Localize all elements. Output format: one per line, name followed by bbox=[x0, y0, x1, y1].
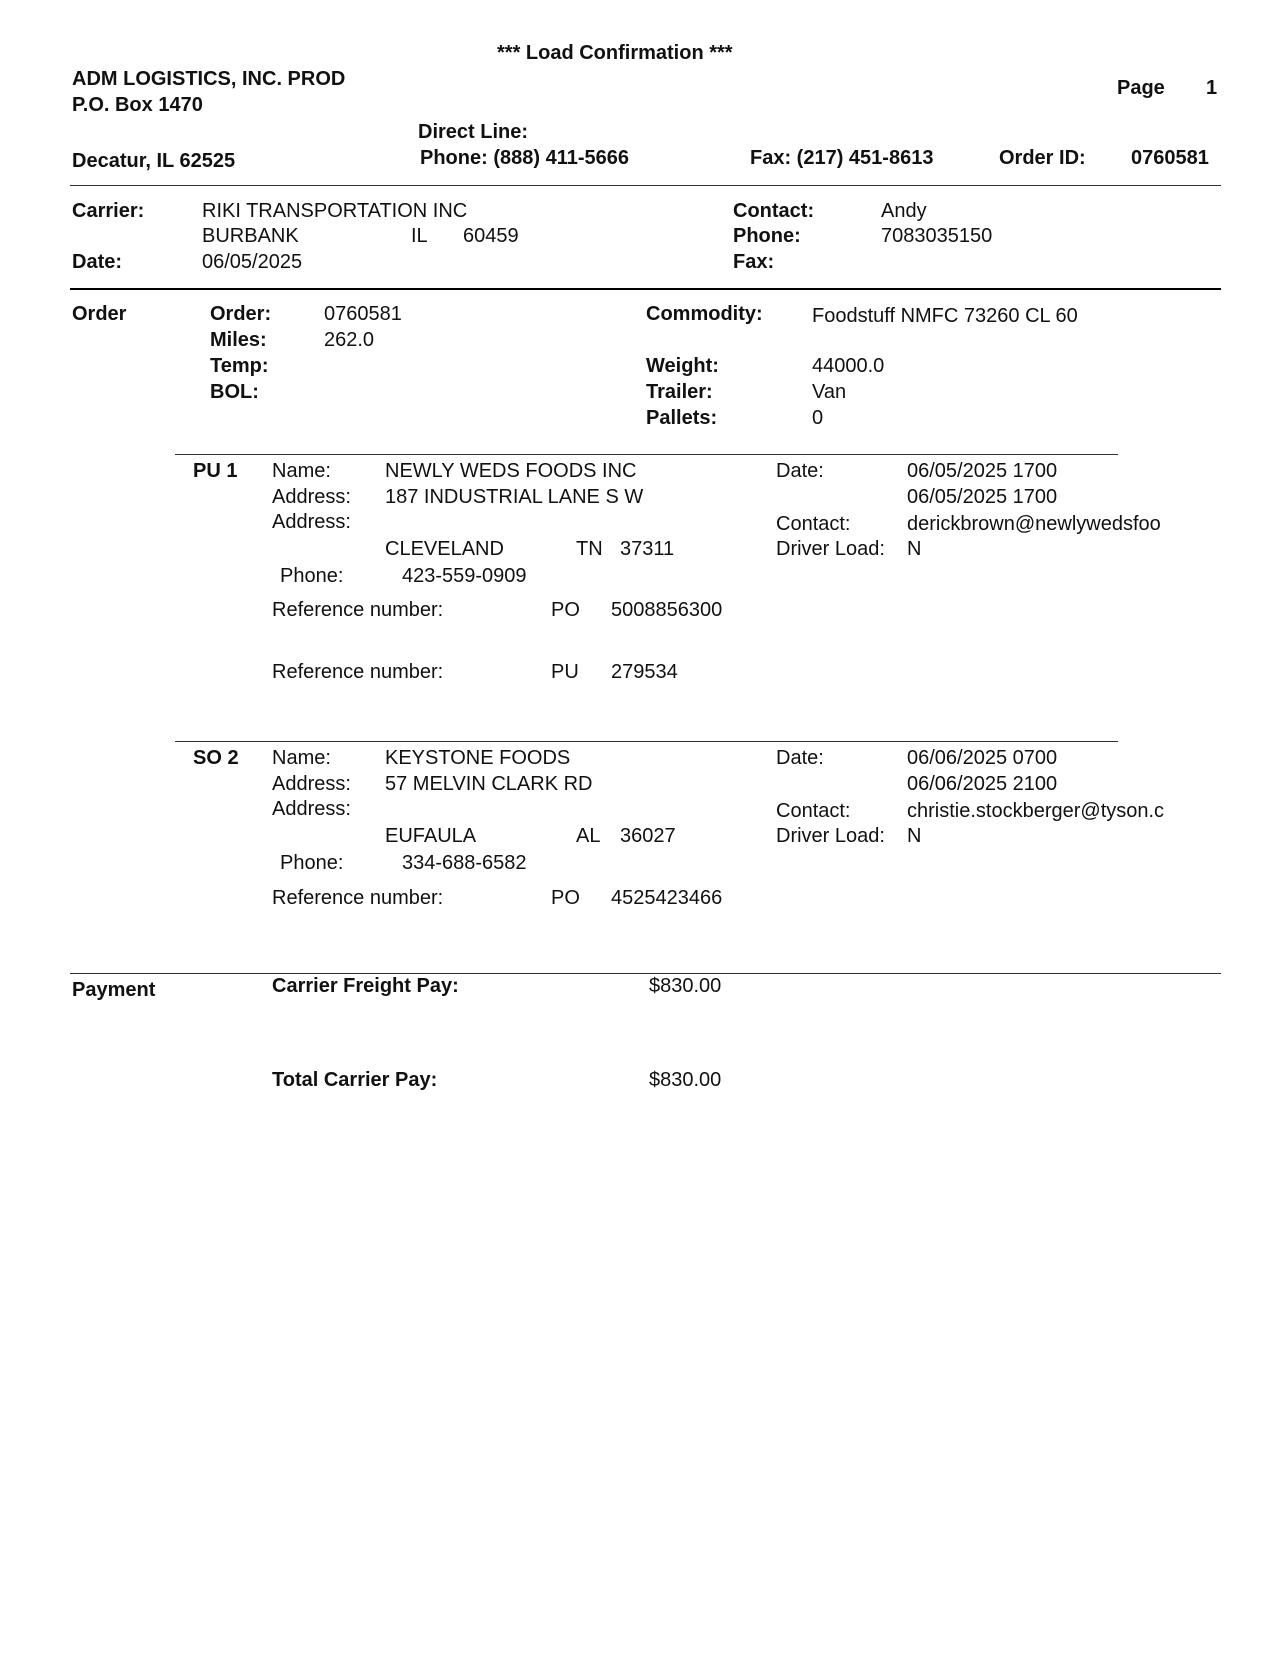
carrier-divider bbox=[70, 288, 1221, 290]
weight-label: Weight: bbox=[646, 355, 719, 377]
stop-date-label: Date: bbox=[776, 460, 824, 482]
order-label: Order: bbox=[210, 303, 272, 325]
stop-contact-label: Contact: bbox=[776, 513, 851, 535]
order-id-label: Order ID: bbox=[999, 147, 1086, 169]
stop-address2-label: Address: bbox=[272, 798, 351, 820]
carrier-fax-label: Fax: bbox=[733, 251, 775, 273]
temp-label: Temp: bbox=[210, 355, 269, 377]
stop-name-label: Name: bbox=[272, 460, 331, 482]
payment-divider bbox=[70, 973, 1221, 974]
freight-pay-value: $830.00 bbox=[649, 975, 722, 997]
carrier-phone: 7083035150 bbox=[881, 225, 993, 247]
reference-type: PO bbox=[551, 887, 580, 909]
carrier-contact-label: Contact: bbox=[733, 200, 815, 222]
stop-phone: 423-559-0909 bbox=[402, 565, 527, 587]
pallets-value: 0 bbox=[812, 407, 824, 429]
stop-driver-load: N bbox=[907, 825, 922, 847]
freight-pay-label: Carrier Freight Pay: bbox=[272, 975, 459, 997]
miles-value: 262.0 bbox=[324, 329, 375, 351]
bol-label: BOL: bbox=[210, 381, 259, 403]
document-title: *** Load Confirmation *** bbox=[497, 42, 733, 64]
direct-line-label: Direct Line: bbox=[418, 121, 529, 143]
reference-label: Reference number: bbox=[272, 599, 444, 621]
reference-value: 4525423466 bbox=[611, 887, 723, 909]
carrier-city: BURBANK bbox=[202, 225, 299, 247]
stop-date-to: 06/06/2025 2100 bbox=[907, 773, 1058, 795]
trailer-value: Van bbox=[812, 381, 847, 403]
stop-name-label: Name: bbox=[272, 747, 331, 769]
stop-state: AL bbox=[576, 825, 601, 847]
payment-section-label: Payment bbox=[72, 979, 156, 1001]
stop-driver-load-label: Driver Load: bbox=[776, 538, 885, 560]
stop-address-label: Address: bbox=[272, 773, 351, 795]
total-pay-label: Total Carrier Pay: bbox=[272, 1069, 438, 1091]
stop-code: PU 1 bbox=[193, 460, 238, 482]
stop-driver-load-label: Driver Load: bbox=[776, 825, 885, 847]
stop-phone-label: Phone: bbox=[280, 565, 344, 587]
commodity-value: Foodstuff NMFC 73260 CL 60 bbox=[812, 305, 1078, 327]
stop-phone-label: Phone: bbox=[280, 852, 344, 874]
reference-type: PU bbox=[551, 661, 579, 683]
reference-label: Reference number: bbox=[272, 661, 444, 683]
stop-city: CLEVELAND bbox=[385, 538, 504, 560]
stop-phone: 334-688-6582 bbox=[402, 852, 527, 874]
stop-address2-label: Address: bbox=[272, 511, 351, 533]
reference-value: 5008856300 bbox=[611, 599, 723, 621]
stop-zip: 37311 bbox=[620, 538, 675, 560]
stop-name: NEWLY WEDS FOODS INC bbox=[385, 460, 637, 482]
stop-code: SO 2 bbox=[193, 747, 239, 769]
carrier-name: RIKI TRANSPORTATION INC bbox=[202, 200, 468, 222]
stop-date-from: 06/06/2025 0700 bbox=[907, 747, 1058, 769]
carrier-date: 06/05/2025 bbox=[202, 251, 303, 273]
date-label: Date: bbox=[72, 251, 123, 273]
stop-state: TN bbox=[576, 538, 603, 560]
reference-value: 279534 bbox=[611, 661, 678, 683]
header-phone: Phone: (888) 411-5666 bbox=[420, 147, 629, 169]
stop-driver-load: N bbox=[907, 538, 922, 560]
company-name: ADM LOGISTICS, INC. PROD bbox=[72, 68, 346, 90]
stop-city: EUFAULA bbox=[385, 825, 477, 847]
stop-date-from: 06/05/2025 1700 bbox=[907, 460, 1058, 482]
miles-label: Miles: bbox=[210, 329, 267, 351]
reference-type: PO bbox=[551, 599, 580, 621]
carrier-state: IL bbox=[411, 225, 428, 247]
stop-zip: 36027 bbox=[620, 825, 676, 847]
stop-contact-label: Contact: bbox=[776, 800, 851, 822]
stop-date-label: Date: bbox=[776, 747, 824, 769]
stop-address-label: Address: bbox=[272, 486, 351, 508]
stop-divider bbox=[175, 741, 1118, 742]
order-section-label: Order bbox=[72, 303, 127, 325]
order-id-value: 0760581 bbox=[1131, 147, 1209, 169]
pallets-label: Pallets: bbox=[646, 407, 718, 429]
company-city-state-zip: Decatur, IL 62525 bbox=[72, 150, 236, 172]
company-po-box: P.O. Box 1470 bbox=[72, 94, 203, 116]
carrier-zip: 60459 bbox=[463, 225, 519, 247]
stop-divider bbox=[175, 454, 1118, 455]
header-divider bbox=[70, 185, 1221, 186]
stop-name: KEYSTONE FOODS bbox=[385, 747, 571, 769]
stop-address: 187 INDUSTRIAL LANE S W bbox=[385, 486, 644, 508]
order-number: 0760581 bbox=[324, 303, 402, 325]
stop-address: 57 MELVIN CLARK RD bbox=[385, 773, 593, 795]
weight-value: 44000.0 bbox=[812, 355, 885, 377]
stop-date-to: 06/05/2025 1700 bbox=[907, 486, 1058, 508]
page-number: 1 bbox=[1206, 77, 1218, 99]
carrier-contact: Andy bbox=[881, 200, 927, 222]
page-label: Page bbox=[1117, 77, 1165, 99]
header-fax: Fax: (217) 451-8613 bbox=[750, 147, 934, 169]
stop-contact: derickbrown@newlywedsfoo bbox=[907, 513, 1161, 535]
stop-contact: christie.stockberger@tyson.c bbox=[907, 800, 1165, 822]
carrier-phone-label: Phone: bbox=[733, 225, 801, 247]
commodity-label: Commodity: bbox=[646, 303, 763, 325]
total-pay-value: $830.00 bbox=[649, 1069, 722, 1091]
trailer-label: Trailer: bbox=[646, 381, 713, 403]
reference-label: Reference number: bbox=[272, 887, 444, 909]
carrier-label: Carrier: bbox=[72, 200, 145, 222]
